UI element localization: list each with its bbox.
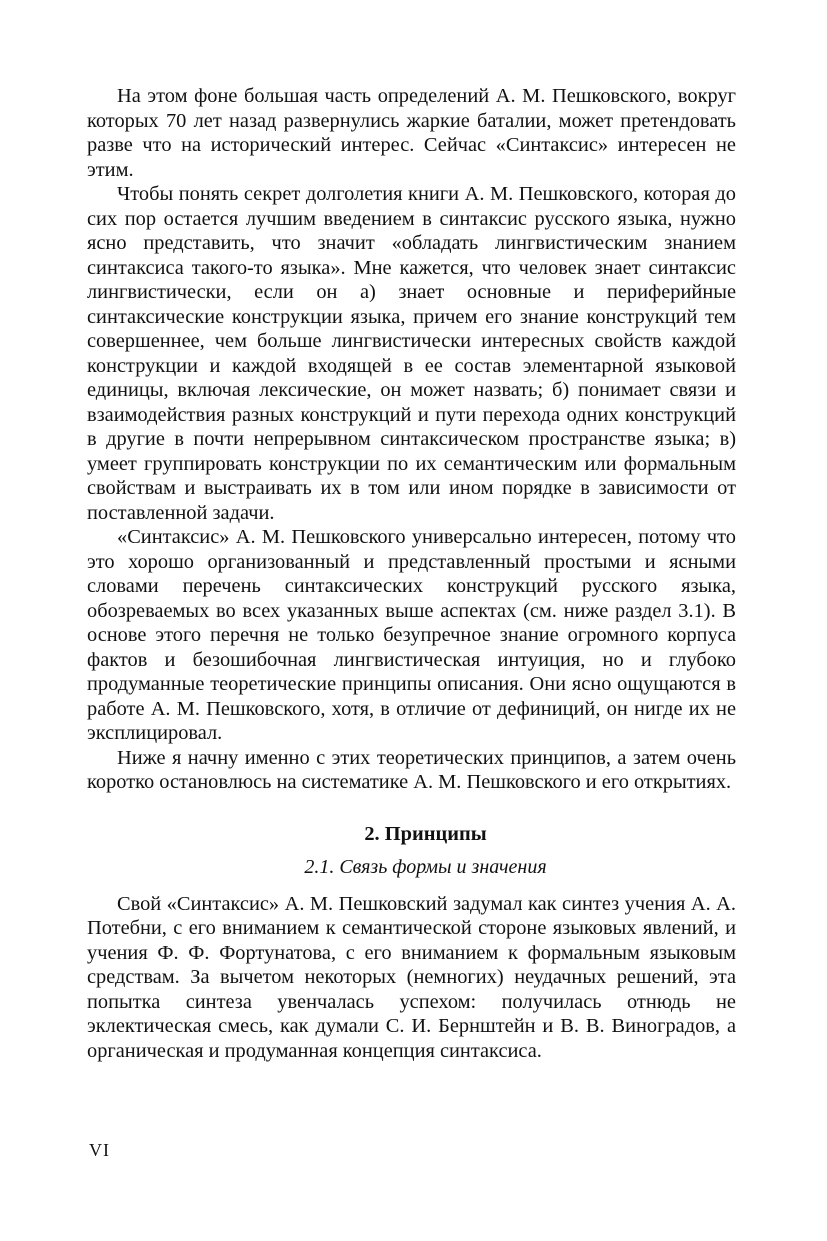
page-content: [87, 84, 736, 1063]
subsection-heading: 2.1. Связь формы и значения: [304, 855, 547, 878]
paragraph-3: «Синтаксис» А. М. Пешковского универсально интересен, потому что это хорошо организованный и представленный простыми и ясными словами перечень синтаксических конструкций русского языка, обозреваемых во всех указанных выше аспектах (см. ниже раздел 3.1). В основе этого перечня не только безупречное знание огромного корпуса фактов и безошибочная лингвистическая интуиция, но и глубоко продуманные теоретические принципы описания. Они ясно ощущаются в работе А. М. Пешковского, хотя, в отличие от дефиниций, он нигде их не эксплицировал.: [87, 526, 736, 744]
paragraph-4: Ниже я начну именно с этих теоретических принципов, а затем очень коротко остановлюсь на систематике А. М. Пешковского и его открытиях.: [87, 746, 736, 793]
page-number: VI: [89, 1140, 110, 1160]
paragraph-5: Свой «Синтаксис» А. М. Пешковский задумал как синтез учения А. А. Потебни, с его вниманием к семантической стороне языковых явлений, и учения Ф. Ф. Фортунатова, с его вниманием к формальным языковым средствам. За вычетом некоторых (немногих) неудачных решений, эта попытка синтеза увенчалась успехом: получилась отнюдь не эклектическая смесь, как думали С. И. Бернштейн и В. В. Виноградов, а органическая и продуманная концепция синтаксиса.: [87, 892, 736, 1062]
paragraph-2: Чтобы понять секрет долголетия книги А. М. Пешковского, которая до сих пор остается лучшим введением в синтаксис русского языка, нужно ясно представить, что значит «обладать лингвистическим знанием синтаксиса такого-то языка». Мне кажется, что человек знает синтаксис лингвистически, если он а) знает основные и периферийные синтаксические конструкции языка, причем его знание конструкций тем совершеннее, чем больше лингвистически интересных свойств каждой конструкции и каждой входящей в ее состав элементарной языковой единицы, включая лексические, он может назвать; б) понимает связи и взаимодействия разных конструкций и пути перехода одних конструкций в другие в почти непрерывном синтаксическом пространстве языка; в) умеет группировать конструкции по их семантическим или формальным свойствам и выстраивать их в том или ином порядке в зависимости от поставленной задачи.: [87, 183, 736, 524]
paragraph-1: На этом фоне большая часть определений А. М. Пешковского, вокруг которых 70 лет назад развернулись жаркие баталии, может претендовать разве что на исторический интерес. Сейчас «Синтаксис» интересен не этим.: [87, 85, 736, 181]
section-heading: 2. Принципы: [364, 822, 487, 845]
